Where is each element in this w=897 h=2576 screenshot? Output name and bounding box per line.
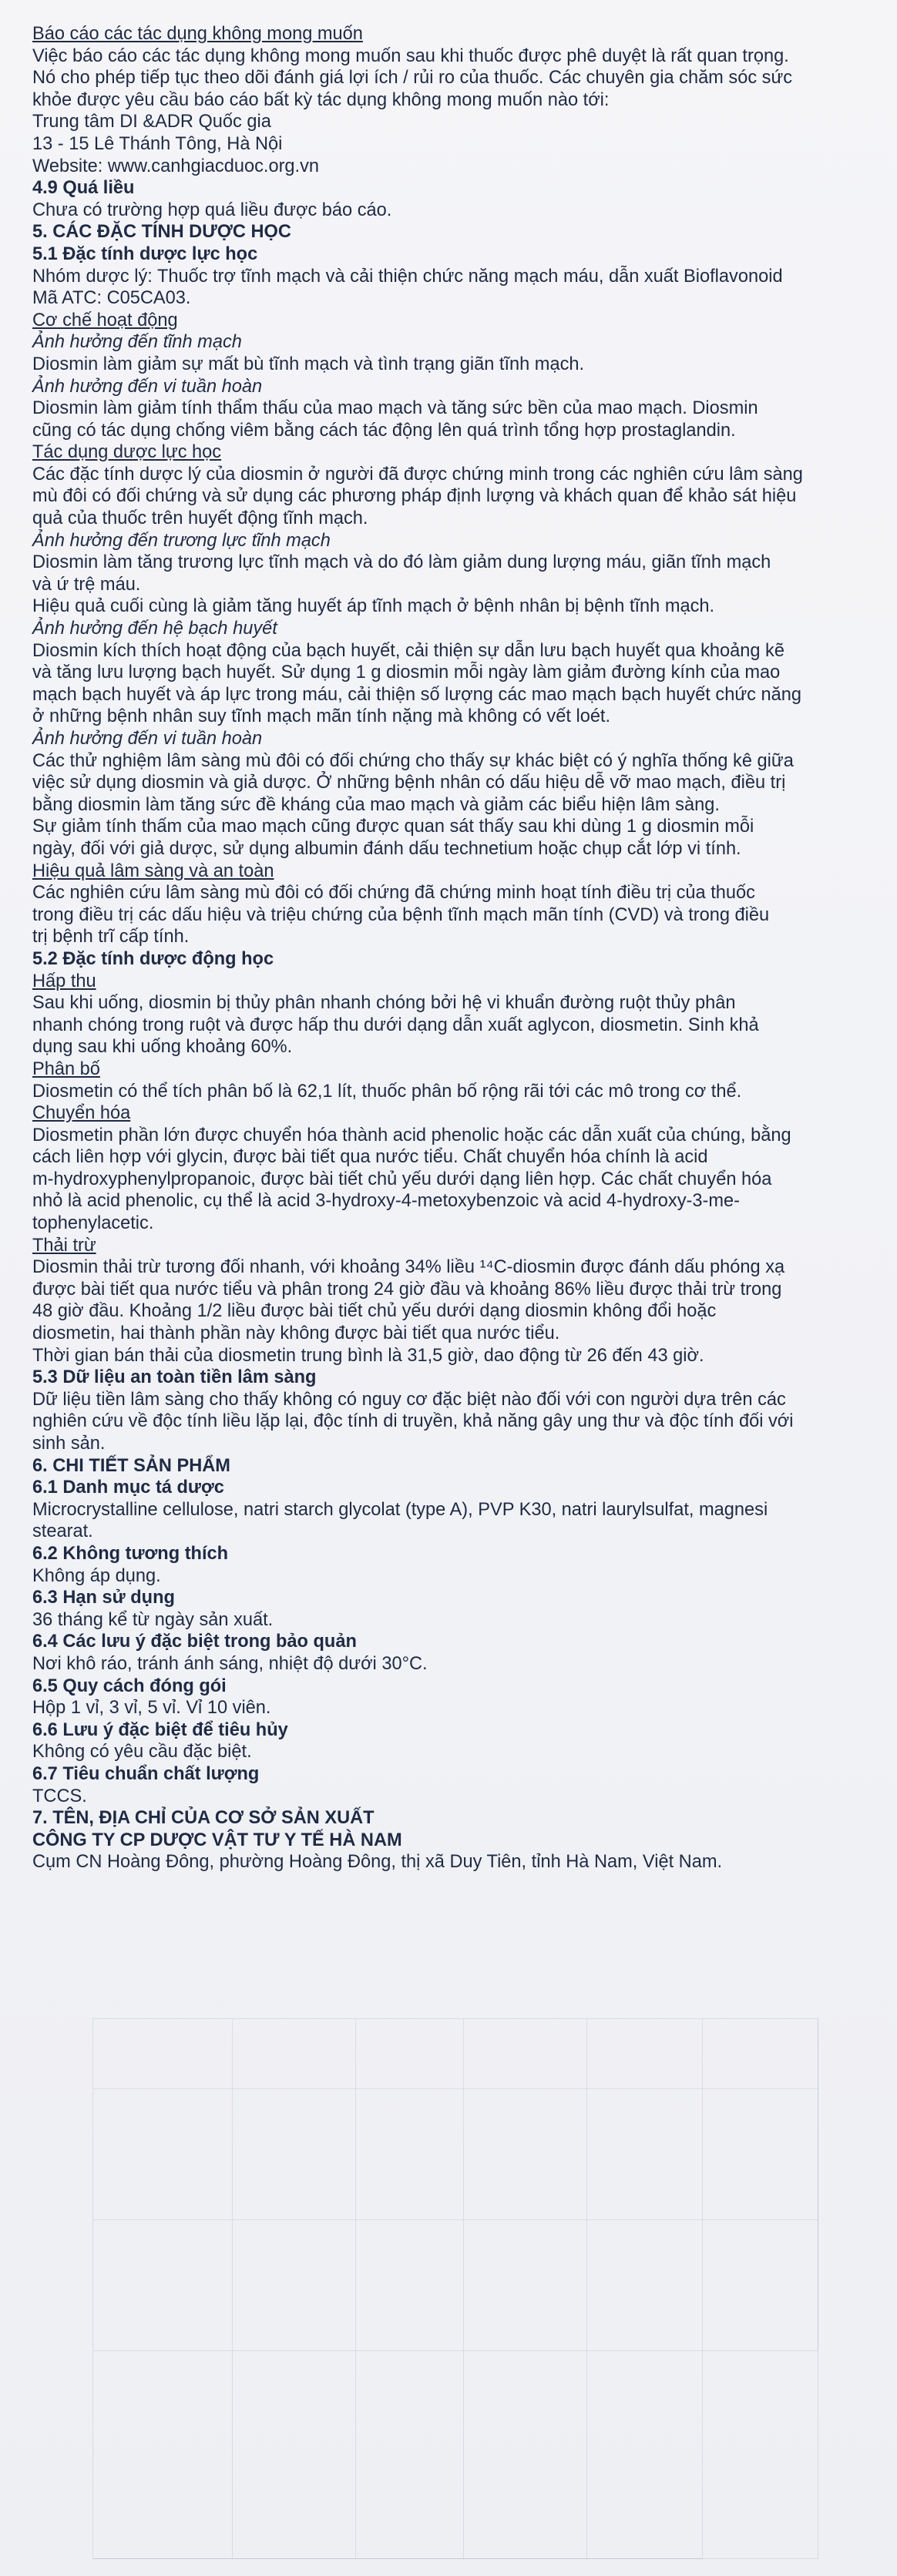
text-line: Các đặc tính dược lý của diosmin ở người đã được chứng minh trong các nghiên cứu lâm sàng xyxy=(32,464,803,485)
text-line: Việc báo cáo các tác dụng không mong muốn sau khi thuốc được phê duyệt là rất quan trọng. xyxy=(32,45,789,66)
text-line: quả của thuốc trên huyết động tĩnh mạch. xyxy=(32,508,368,529)
text-line: Sau khi uống, diosmin bị thủy phân nhanh chóng bởi hệ vi khuẩn đường ruột thủy phân xyxy=(32,993,736,1014)
text-line: nghiên cứu về độc tính liều lặp lại, độc tính di truyền, khả năng gây ung thư và độc tính đối với xyxy=(32,1411,794,1432)
section-heading: 5.2 Đặc tính dược động học xyxy=(32,948,274,969)
text-line: 48 giờ đầu. Khoảng 1/2 liều được bài tiết chủ yếu dưới dạng diosmin không đổi hoặc xyxy=(32,1301,717,1322)
text-line: Không áp dụng. xyxy=(32,1565,161,1586)
text-line: việc sử dụng diosmin và giả dược. Ở những bệnh nhân có dấu hiệu dễ vỡ mao mạch, điều trị xyxy=(32,773,786,793)
subheading: Tác dụng dược lực học xyxy=(32,442,222,463)
text-line: Nhóm dược lý: Thuốc trợ tĩnh mạch và cải thiện chức năng mạch máu, dẫn xuất Bioflavonoid xyxy=(32,266,783,287)
section-heading: 6.4 Các lưu ý đặc biệt trong bảo quản xyxy=(32,1632,357,1652)
text-line: Chưa có trường hợp quá liều được báo cáo. xyxy=(32,200,392,220)
text-line: Nó cho phép tiếp tục theo dõi đánh giá lợi ích / rủi ro của thuốc. Các chuyên gia chăm sóc sức xyxy=(32,68,793,89)
text-line: Dữ liệu tiền lâm sàng cho thấy không có nguy cơ đặc biệt nào đối với con người dựa trên các xyxy=(32,1389,786,1410)
leaflet-text xyxy=(32,23,868,1873)
bleed-through-table xyxy=(92,2018,818,2559)
text-line: và tăng lưu lượng bạch huyết. Sử dụng 1 g diosmin mỗi ngày làm giảm đường kính của mao xyxy=(32,662,781,683)
text-line: Các nghiên cứu lâm sàng mù đôi có đối chứng đã chứng minh hoạt tính điều trị của thuốc xyxy=(32,883,755,904)
text-line: Không có yêu cầu đặc biệt. xyxy=(32,1742,252,1763)
text-line: bằng diosmin làm tăng sức đề kháng của mao mạch và giảm các biểu hiện lâm sàng. xyxy=(32,794,720,815)
text-line: trong điều trị các dấu hiệu và triệu chứng của bệnh tĩnh mạch mãn tính (CVD) và trong điều xyxy=(32,904,770,925)
text-line: Diosmin thải trừ tương đối nhanh, với khoảng 34% liều ¹⁴C-diosmin được đánh dấu phóng xạ xyxy=(32,1257,785,1278)
subheading: Phân bố xyxy=(32,1058,100,1079)
text-line: trị bệnh trĩ cấp tính. xyxy=(32,927,190,948)
text-line: nhanh chóng trong ruột và được hấp thu dưới dạng dẫn xuất aglycon, diosmetin. Sinh khả xyxy=(32,1015,759,1035)
text-line: Diosmin làm giảm tính thẩm thấu của mao mạch và tăng sức bền của mao mạch. Diosmin xyxy=(32,398,758,419)
manufacturer-address: Cụm CN Hoàng Đông, phường Hoàng Đông, thị xã Duy Tiên, tỉnh Hà Nam, Việt Nam. xyxy=(32,1852,723,1873)
section-heading: 5. CÁC ĐẶC TÍNH DƯỢC HỌC xyxy=(32,222,291,243)
section-heading: 7. TÊN, ĐỊA CHỈ CỦA CƠ SỞ SẢN XUẤT xyxy=(32,1808,375,1829)
section-heading: 5.3 Dữ liệu an toàn tiền lâm sàng xyxy=(32,1367,317,1388)
italic-subheading: Ảnh hưởng đến hệ bạch huyết xyxy=(32,619,277,639)
italic-subheading: Ảnh hưởng đến vi tuần hoàn xyxy=(32,729,263,749)
text-line: Các thử nghiệm lâm sàng mù đôi có đối chứng cho thấy sự khác biệt có ý nghĩa thống kê giữa xyxy=(32,750,794,771)
text-line: cũng có tác dụng chống viêm bằng cách tác động lên quá trình tổng hợp prostaglandin. xyxy=(32,420,736,441)
text-line: 36 tháng kể từ ngày sản xuất. xyxy=(32,1609,274,1630)
subheading: Hiệu quả lâm sàng và an toàn xyxy=(32,860,274,881)
contact-center: Trung tâm DI &ADR Quốc gia xyxy=(32,112,271,132)
section-heading: 4.9 Quá liều xyxy=(32,178,135,199)
section-heading: 6.2 Không tương thích xyxy=(32,1543,229,1564)
text-line: diosmetin, hai thành phần này không được bài tiết qua nước tiểu. xyxy=(32,1323,560,1344)
contact-address: 13 - 15 Lê Thánh Tông, Hà Nội xyxy=(32,133,283,154)
section-heading: 6.6 Lưu ý đặc biệt để tiêu hủy xyxy=(32,1719,288,1740)
subheading: Hấp thu xyxy=(32,971,96,991)
section-heading: 6.3 Hạn sử dụng xyxy=(32,1588,175,1608)
italic-subheading: Ảnh hưởng đến tĩnh mạch xyxy=(32,332,242,353)
section-heading: 6. CHI TIẾT SẢN PHẨM xyxy=(32,1455,230,1476)
text-line: Diosmetin có thể tích phân bố là 62,1 lít, thuốc phân bố rộng rãi tới các mô trong cơ thể. xyxy=(32,1081,742,1102)
text-line: Diosmin làm giảm sự mất bù tĩnh mạch và tình trạng giãn tĩnh mạch. xyxy=(32,354,585,374)
text-line: cách liên hợp với glycin, được bài tiết qua nước tiểu. Chất chuyển hóa chính là acid xyxy=(32,1147,708,1168)
text-line: Microcrystalline cellulose, natri starch glycolat (type A), PVP K30, natri laurylsulfat, magnesi xyxy=(32,1499,768,1520)
text-line: Diosmin kích thích hoạt động của bạch huyết, cải thiện sự dẫn lưu bạch huyết qua khoảng kẽ xyxy=(32,640,784,661)
section-heading: 6.1 Danh mục tá dược xyxy=(32,1478,224,1498)
heading-adverse-report: Báo cáo các tác dụng không mong muốn xyxy=(32,24,363,44)
text-line: TCCS. xyxy=(32,1786,87,1806)
text-line: tophenylacetic. xyxy=(32,1213,154,1234)
text-line: khỏe được yêu cầu báo cáo bất kỳ tác dụng không mong muốn nào tới: xyxy=(32,89,610,110)
text-line: Sự giảm tính thấm của mao mạch cũng được quan sát thấy sau khi dùng 1 g diosmin mỗi xyxy=(32,817,754,837)
text-line: Diosmetin phần lớn được chuyển hóa thành acid phenolic hoặc các dẫn xuất của chúng, bằng xyxy=(32,1125,791,1145)
text-line: dụng sau khi uống khoảng 60%. xyxy=(32,1037,293,1058)
contact-website: Website: www.canhgiacduoc.org.vn xyxy=(32,156,320,176)
italic-subheading: Ảnh hưởng đến trương lực tĩnh mạch xyxy=(32,530,331,551)
text-line: mù đôi có đối chứng và sử dụng các phương pháp định lượng và khách quan để khảo sát hiệu xyxy=(32,486,797,507)
text-line: ngày, đối với giả dược, sử dụng albumin đánh dấu technetium hoặc chụp cắt lớp vi tính. xyxy=(32,838,741,859)
text-line: Hiệu quả cuối cùng là giảm tăng huyết áp tĩnh mạch ở bệnh nhân bị bệnh tĩnh mạch. xyxy=(32,596,715,617)
manufacturer-name: CÔNG TY CP DƯỢC VẬT TƯ Y TẾ HÀ NAM xyxy=(32,1830,402,1850)
text-line: ở những bệnh nhân suy tĩnh mạch mãn tính nặng mà không có vết loét. xyxy=(32,706,611,727)
subheading: Chuyển hóa xyxy=(32,1103,131,1124)
section-heading: 6.5 Quy cách đóng gói xyxy=(32,1675,227,1696)
text-line: nhỏ là acid phenolic, cụ thể là acid 3-hydroxy-4-metoxybenzoic và acid 4-hydroxy-3-me- xyxy=(32,1191,740,1212)
section-heading: 5.1 Đặc tính dược lực học xyxy=(32,243,258,264)
section-heading: 6.7 Tiêu chuẩn chất lượng xyxy=(32,1763,260,1784)
text-line: sinh sản. xyxy=(32,1434,106,1454)
text-line: được bài tiết qua nước tiểu và phân trong 24 giờ đầu và khoảng 86% liều được thải trừ trong xyxy=(32,1279,782,1300)
text-line: mạch bạch huyết và áp lực trong máu, cải thiện số lượng các mao mạch bạch huyết chức năng xyxy=(32,684,801,705)
text-line: Diosmin làm tăng trương lực tĩnh mạch và do đó làm giảm dung lượng máu, giãn tĩnh mạch xyxy=(32,552,771,573)
text-line: m-hydroxyphenylpropanoic, được bài tiết chủ yếu dưới dạng liên hợp. Các chất chuyển hóa xyxy=(32,1169,772,1189)
italic-subheading: Ảnh hưởng đến vi tuần hoàn xyxy=(32,376,263,397)
text-line: và ứ trệ máu. xyxy=(32,574,141,595)
text-line: Nơi khô ráo, tránh ánh sáng, nhiệt độ dưới 30°C. xyxy=(32,1653,428,1674)
text-line: Hộp 1 vỉ, 3 vỉ, 5 vỉ. Vỉ 10 viên. xyxy=(32,1698,271,1719)
text-line: Mã ATC: C05CA03. xyxy=(32,288,191,309)
subheading: Thải trừ xyxy=(32,1235,96,1256)
text-line: Thời gian bán thải của diosmetin trung bình là 31,5 giờ, dao động từ 26 đến 43 giờ. xyxy=(32,1345,704,1366)
subheading: Cơ chế hoạt động xyxy=(32,310,178,330)
text-line: stearat. xyxy=(32,1521,93,1542)
